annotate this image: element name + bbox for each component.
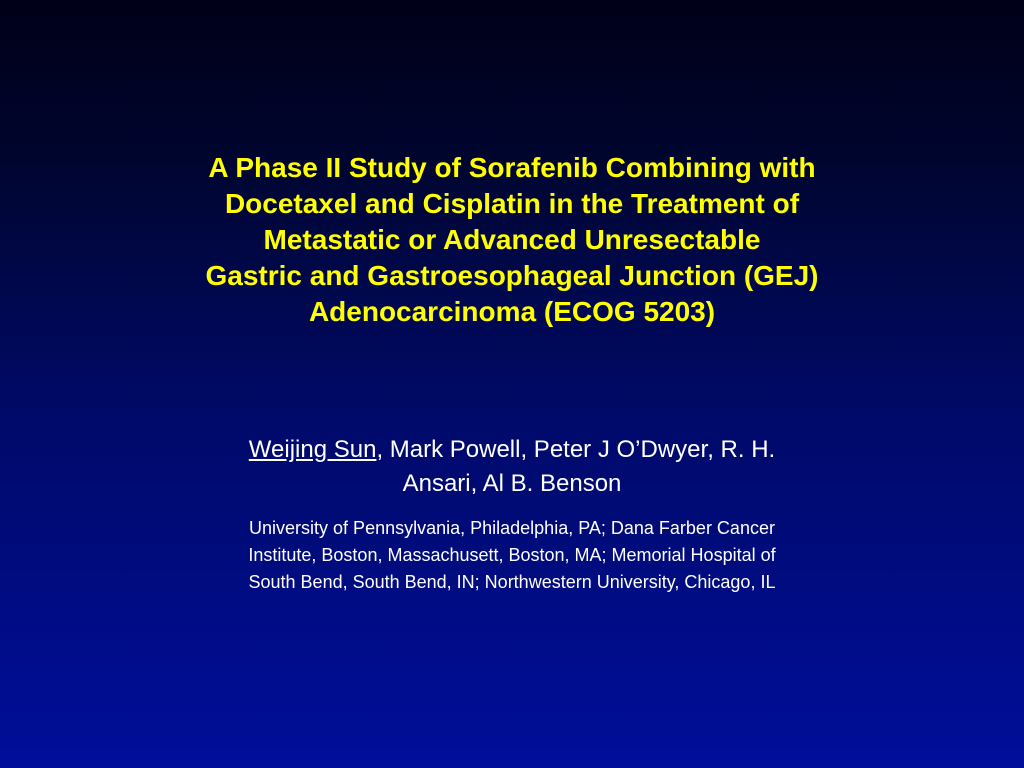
title-line: Gastric and Gastroesophageal Junction (GEJ)	[205, 260, 819, 291]
presenting-author: Weijing Sun	[248, 436, 377, 463]
author-line: Ansari, Al B. Benson	[402, 470, 622, 497]
slide-title	[112, 150, 912, 330]
author-list	[112, 433, 912, 501]
affiliation-list	[112, 515, 912, 596]
affiliation-line: Institute, Boston, Massachusett, Boston, MA; Memorial Hospital of	[248, 545, 776, 565]
co-authors: , Mark Powell, Peter J O’Dwyer, R. H.	[376, 436, 776, 463]
affiliation-line: University of Pennsylvania, Philadelphia, PA; Dana Farber Cancer	[249, 518, 775, 538]
title-line: Docetaxel and Cisplatin in the Treatment of	[224, 188, 800, 219]
author-line	[112, 433, 912, 467]
title-line: Adenocarcinoma (ECOG 5203)	[308, 296, 716, 327]
title-line: Metastatic or Advanced Unresectable	[263, 224, 761, 255]
title-line: A Phase II Study of Sorafenib Combining with	[208, 152, 816, 183]
affiliation-line: South Bend, South Bend, IN; Northwestern University, Chicago, IL	[248, 572, 776, 592]
